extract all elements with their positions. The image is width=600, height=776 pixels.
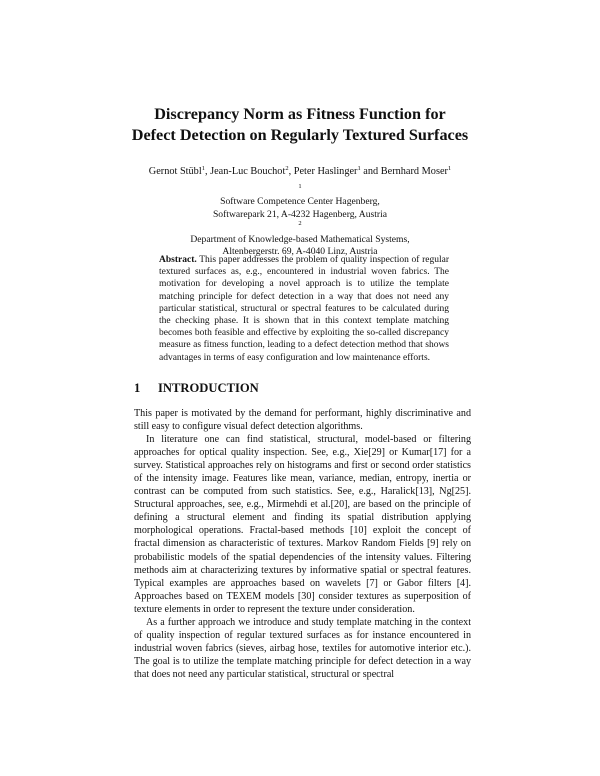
abstract-text: This paper addresses the problem of quality inspection of regular textured surfaces as, e.g., encountered in industrial woven fabrics. The motivation for developing a novel approach is to utilize the template matching principle for defect detection in a way that does not need any particular statistical, structural or spectral features to be calculated during the checking phase. It is shown that in this context template matching becomes both feasible and effective by exploiting the so-called discrepancy measure as fitness function, leading to a defect detection method that shows advantages in terms of easy configuration and low maintenance efforts. xyxy=(159,255,449,363)
paragraph: This paper is motivated by the demand for performant, highly discriminative and still easy to configure visual defect detection algorithms. xyxy=(134,408,471,433)
affiliations xyxy=(100,184,500,258)
abstract-label: Abstract. xyxy=(159,255,197,265)
affil-text: Department of Knowledge-based Mathematical Systems, xyxy=(190,233,410,245)
author-affil-mark: 1 xyxy=(357,165,361,172)
section-number: 1 xyxy=(134,381,141,395)
paragraph: In literature one can find statistical, structural, model-based or filtering approaches for optical quality inspection. See, e.g., Xie[29] or Kumar[17] for a survey. Statistical approaches rely on histograms and first or second order statistics of the intensity image. Features like mean, variance, median, entropy, inertia or contrast can be computed from such statistics. See, e.g., Haralick[13], Ng[25]. Structural approaches, see, e.g., Mirmehdi et al.[20], are based on the principle of defining a structural element and finding its spatial distribution applying morphological operations. Fractal-based methods [10] exploit the concept of fractal dimension as characteristic of textures. Markov Random Fields [9] rely on probabilistic models of the spatial dependencies of the intensity values. Filtering methods aim at characterizing textures by informative spatial or spectral features. Typical examples are approaches based on wavelets [7] or Gabor filters [4]. Approaches based on TEXEM models [30] consider textures as superposition of texture elements in order to represent the texture under consideration. xyxy=(134,434,471,615)
author-list xyxy=(60,165,540,178)
abstract xyxy=(159,254,449,364)
paragraph: As a further approach we introduce and study template matching in the context of quality inspection of regular textured surfaces as for instance encountered in industrial woven fabrics (sieves, airbag hose, textiles for automotive interior etc.). The goal is to utilize the template matching principle for defect detection in a way that does not need any particular statistical, structural or spectral xyxy=(134,616,471,680)
author-name: Gernot Stübl xyxy=(148,166,202,177)
affiliation-line: Softwarepark 21, A-4232 Hagenberg, Austria xyxy=(212,208,388,220)
author-affil-mark: 1 xyxy=(201,165,205,172)
affil-mark: 2 xyxy=(298,220,302,228)
author-name: Peter Haslinger xyxy=(293,166,358,177)
author-name: Jean-Luc Bouchot xyxy=(210,166,286,177)
section-body xyxy=(134,407,471,681)
section-heading xyxy=(134,381,259,396)
author-separator: , xyxy=(288,166,294,177)
affiliation-line: Altenbergerstr. 69, A-4040 Linz, Austria xyxy=(222,246,378,258)
section-title: INTRODUCTION xyxy=(158,381,259,395)
title-line: Defect Detection on Regularly Textured Surfaces xyxy=(131,126,469,144)
author-affil-mark: 1 xyxy=(447,165,452,172)
author-name: Bernhard Moser xyxy=(380,166,448,177)
affil-text: Software Competence Center Hagenberg, xyxy=(220,196,380,208)
title-line: Discrepancy Norm as Fitness Function for xyxy=(154,105,446,123)
author-separator: and xyxy=(360,166,381,177)
affil-mark: 1 xyxy=(298,183,302,190)
paper-title xyxy=(60,104,540,146)
affiliation-line xyxy=(100,221,500,246)
author-separator: , xyxy=(204,166,211,177)
author-affil-mark: 2 xyxy=(285,165,289,172)
affiliation-line xyxy=(100,184,500,209)
